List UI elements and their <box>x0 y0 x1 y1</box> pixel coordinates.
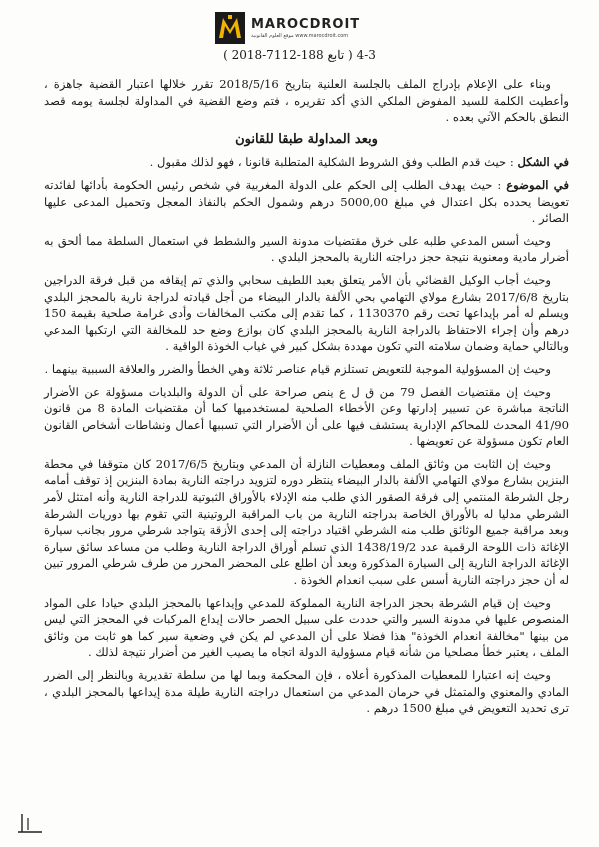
section-heading: وبعد المداولة طبقا للقانون <box>235 131 378 147</box>
merits-label: في الموضوع <box>506 177 569 192</box>
paragraph-claim-basis: وحيث أسس المدعي طلبه على خرق مقتضيات مدونة السير والشطط في استعمال السلطة مما ألحق به أضرار مادية ومعنوية نتيجة حجز دراجته النارية بالمحجز البلدي . <box>44 233 569 265</box>
logo-emblem-icon <box>215 12 245 44</box>
paragraph-facts: وحيث إن الثابت من وثائق الملف ومعطيات النازلة أن المدعي وبتاريخ 2017/6/5 كان متوقفا في محطة البنزين بشارع مولاي التهامي الألفة بالدار البيضاء ينتظر دوره لتزويد دراجته النارية بمادة البنزين إذ توقف أمامه رجل الشرطة المنتمي إلى فرقة الصقور الذي طلب منه الإدلاء بالأوراق الثبوتية للدراجة النارية وأنه امتثل لأمر الشرطي مدليا له بالأوراق الخاصة بدراجته النارية من باب المراقبة الروتينية التي تقوم بها دوريات الشرطة وبعد مراقبة جميع الوثائق طلب منه الشرطي اقتياد دراجته إلى إحدى الأزقة يتواجد شرطي مرور بجانب سيارة الإغاثة ذات اللوحة الرقمية عدد 1438/19/2 الذي تسلم أوراق الدراجة النارية وطلب من مساعد سائق سيارة الإغاثة الدراجة النارية إلى السيارة المذكورة وبعد أن اطلع على المحضر المحرر من طرف شرطي المرور تبين له أن حجز دراجته النارية أسس على سبب انعدام الخوذة . <box>44 456 569 588</box>
paragraph-form <box>44 154 569 171</box>
paragraph-fault: وحيث إن قيام الشرطة بحجز الدراجة النارية المملوكة للمدعي وإيداعها بالمحجز البلدي حيادا على المواد المنصوص عليها في مدونة السير والتي حددت على سبيل الحصر حالات إيداع المركبات في المحجز التي ليس من بينها "مخالفة انعدام الخوذة" هذا فضلا على أن المدعي لم يكن في وضعية سير كما هو ثابت من وثائق الملف ، يعتبر خطأ مصلحيا من شأنه قيام مسؤولية الدولة اتجاه ما يصيب الغير من أضرار نتيجة لذلك . <box>44 595 569 660</box>
form-text: : حيث قدم الطلب وفق الشروط الشكلية المتطلبة قانونا ، فهو لذلك مقبول . <box>149 155 518 170</box>
case-reference: ( 2018-7112-188 تابع ) 3-4 <box>223 48 376 62</box>
paragraph-merits <box>44 177 569 227</box>
site-logo <box>215 10 395 46</box>
logo-subtitle: موقع العلوم القانونية www.marocdroit.com <box>251 32 349 39</box>
judgment-body <box>44 76 569 723</box>
logo-title: MAROCDROIT <box>251 16 361 32</box>
paragraph-legal-basis: وحيث إن مقتضيات الفصل 79 من ق ل ع ينص صراحة على أن الدولة والبلديات مسؤولة عن الأضرار الناتجة مباشرة عن تسيير إدارتها وعن الأخطاء الصلحية لمستخدميها كما أن مقتضيات المادة 8 من قانون 41/90 المحدث للمحاكم الإدارية يستشف فيها على أن الأضرار التي تسببها أعمال ونشاطات أشخاص القانون العام تكون مسؤولة عن تعويضها . <box>44 384 569 449</box>
paragraph-hearing: وبناء على الإعلام بإدراج الملف بالجلسة العلنية بتاريخ 2018/5/16 تقرر خلالها اعتبار القضية جاهزة ، وأعطيت الكلمة للسيد المفوض الملكي الذي أكد تقريره ، فتم وضع القضية في المداولة لجلسة يومه قصد النطق بالحكم الآتي بعده . <box>44 77 569 125</box>
signature-mark-icon <box>16 812 44 836</box>
paragraph-compensation: وحيث إنه اعتبارا للمعطيات المذكورة أعلاه ، فإن المحكمة وبما لها من سلطة تقديرية وبالنظر إلى الضرر المادي والمعنوي والمتمثل في حرمان المدعي من استعمال دراجته النارية طيلة مدة إيداعها بالمحجز البلدي ، ترى تحديد التعويض في مبلغ 1500 درهم . <box>44 668 569 716</box>
paragraph-liability-elements: وحيث إن المسؤولية الموجبة للتعويض تستلزم قيام عناصر ثلاثة وهي الخطأ والضرر والعلاقة السببية بينهما . <box>44 361 551 376</box>
form-label: في الشكل <box>517 155 569 170</box>
paragraph-defense: وحيث أجاب الوكيل القضائي بأن الأمر يتعلق بعبد اللطيف سحابي والذي تم إيقافه من قبل فرقة الدراجين بتاريخ 2017/6/8 بشارع مولاي التهامي بحي الألفة بالدار البيضاء من أجل قيادته لدراجة نارية بالمحجز البلدي ويسلم له أمر بإيداعها تحت رقم 1130370 ، كما تقدم إلى مكتب المخالفات وأدى غرامة صلحية بقيمة 150 درهم وأن إجراء الاحتفاظ بالدراجة النارية بالمحجز البلدي كان بوازع وضع حد للمخالفة التي ارتكبها المدعي وبالتالي حماية وضمان سلامته التي تكون مهددة بشكل كبير في غياب الخوذة الواقية . <box>44 272 569 354</box>
merits-text: : حيث يهدف الطلب إلى الحكم على الدولة المغربية في شخص رئيس الحكومة بأدائها لفائدته تعويضا يحدده بكل اعتدال في مبلغ 5000,00 درهم وشمول الحكم بالنفاذ المعجل وتحميل المدعى عليها الصائر . <box>44 177 569 226</box>
